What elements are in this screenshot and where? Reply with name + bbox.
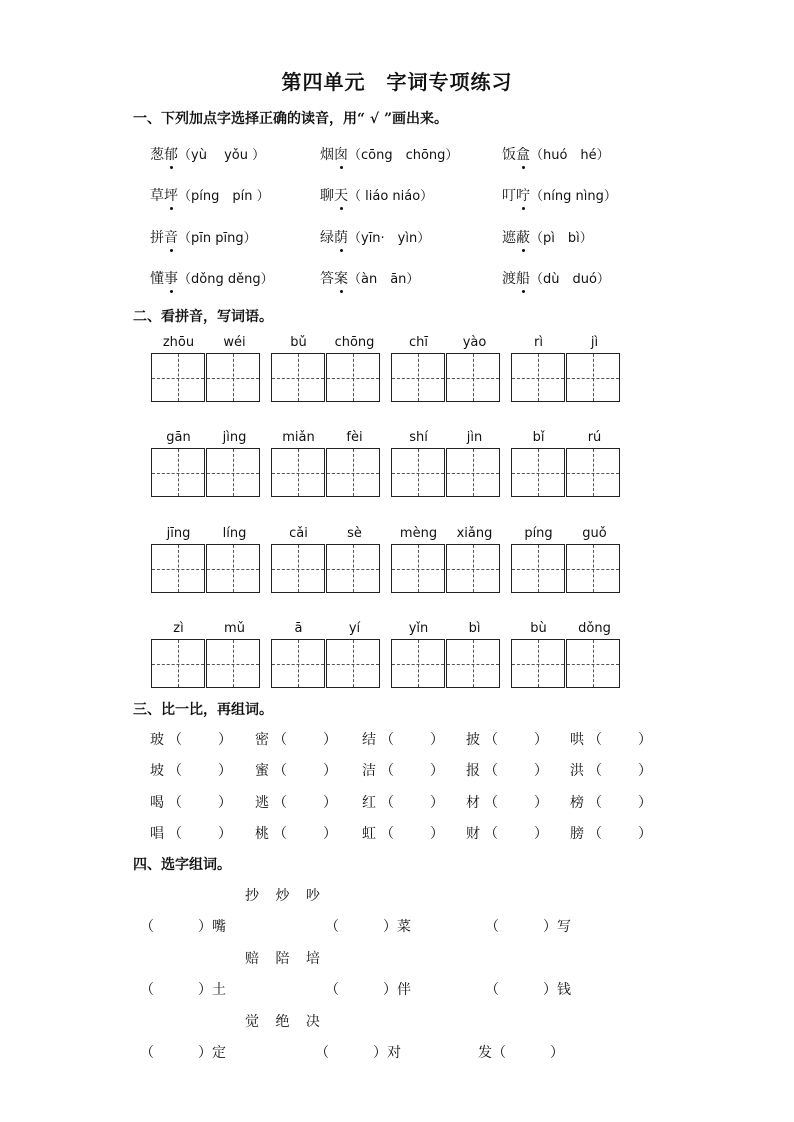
dotted-word: 葱郁 <box>150 147 178 163</box>
compare-item[interactable] <box>570 823 652 843</box>
guide-line-vertical <box>593 640 594 687</box>
pinyin-label: mǔ <box>224 621 245 636</box>
answer-paren-close: ） <box>383 982 397 998</box>
answer-paren-open: （ <box>484 826 498 842</box>
compare-item[interactable] <box>150 792 232 812</box>
compare-item[interactable] <box>466 760 548 780</box>
writing-box[interactable] <box>446 353 500 402</box>
pinyin-label: jìn <box>466 430 483 445</box>
answer-paren-open: （ <box>273 763 287 779</box>
compare-character: 哄 <box>570 732 584 748</box>
pinyin-options[interactable]: （huó hé） <box>530 148 610 163</box>
pinyin-label: bǐ <box>532 430 545 445</box>
pinyin-label: sè <box>347 526 362 541</box>
pinyin-writing-group <box>391 526 502 596</box>
writing-box[interactable] <box>326 544 380 593</box>
compare-item[interactable] <box>362 760 444 780</box>
pinyin-label: chī <box>409 335 428 350</box>
dotted-word: 聊天 <box>320 188 348 204</box>
compare-character: 洪 <box>570 763 584 779</box>
pinyin-label: gān <box>166 430 191 445</box>
answer-paren-open: （ <box>168 763 182 779</box>
answer-paren-close: ） <box>638 732 652 748</box>
pronunciation-item <box>320 227 430 247</box>
answer-paren-close: ） <box>323 795 337 811</box>
answer-paren-close: ） <box>543 982 557 998</box>
writing-box[interactable] <box>271 544 325 593</box>
compare-character: 洁 <box>362 763 376 779</box>
candidate-characters: 抄 炒 吵 <box>245 888 326 904</box>
answer-paren-close: ） <box>218 826 232 842</box>
pinyin-writing-group <box>391 335 502 405</box>
emphasis-dot <box>170 290 173 293</box>
writing-box[interactable] <box>446 544 500 593</box>
compare-character: 密 <box>255 732 269 748</box>
guide-line-vertical <box>298 545 299 592</box>
compare-character: 红 <box>362 795 376 811</box>
pinyin-label: rú <box>587 430 602 445</box>
answer-paren-close: ） <box>323 763 337 779</box>
pinyin-writing-group <box>151 621 262 691</box>
answer-paren-close: ） <box>218 732 232 748</box>
section4-heading: 四、选字组词。 <box>133 857 231 873</box>
answer-paren-close: ） <box>543 919 557 935</box>
guide-line-vertical <box>418 449 419 496</box>
answer-paren-open: （ <box>588 795 602 811</box>
compare-character: 逃 <box>255 795 269 811</box>
dotted-word: 遮蔽 <box>502 230 530 246</box>
dotted-word: 烟囱 <box>320 147 348 163</box>
pronunciation-item <box>150 144 265 164</box>
fill-in-suffix: 钱 <box>557 982 571 998</box>
compare-character: 喝 <box>150 795 164 811</box>
pronunciation-item <box>320 185 433 205</box>
emphasis-dot <box>340 249 343 252</box>
answer-paren-open: （ <box>273 795 287 811</box>
compare-item[interactable] <box>466 729 548 749</box>
compare-item[interactable] <box>255 823 337 843</box>
pinyin-writing-group <box>151 430 262 500</box>
answer-paren-close: ） <box>638 795 652 811</box>
fill-in-item[interactable] <box>478 1042 564 1062</box>
answer-paren-close: ） <box>534 763 548 779</box>
pronunciation-item <box>150 185 270 205</box>
fill-in-item[interactable] <box>140 916 226 936</box>
pinyin-writing-group <box>511 621 622 691</box>
answer-paren-open: （ <box>168 826 182 842</box>
guide-line-vertical <box>473 640 474 687</box>
writing-box[interactable] <box>271 448 325 497</box>
compare-character: 结 <box>362 732 376 748</box>
guide-line-vertical <box>593 449 594 496</box>
pinyin-label: jīng <box>166 526 191 541</box>
pinyin-label: yí <box>348 621 361 636</box>
pronunciation-item <box>502 144 610 164</box>
pinyin-options[interactable]: （àn ān） <box>348 272 420 287</box>
pinyin-label: bù <box>530 621 547 636</box>
answer-paren-close: ） <box>430 732 444 748</box>
pinyin-writing-group <box>511 430 622 500</box>
answer-paren-open: （ <box>588 732 602 748</box>
pinyin-label: líng <box>222 526 247 541</box>
pinyin-label: ā <box>294 621 303 636</box>
writing-box[interactable] <box>151 639 205 688</box>
answer-paren-open: （ <box>140 919 154 935</box>
emphasis-dot <box>170 166 173 169</box>
emphasis-dot <box>522 166 525 169</box>
answer-paren-open: （ <box>485 919 499 935</box>
pinyin-label: fèi <box>346 430 363 445</box>
writing-box[interactable] <box>206 448 260 497</box>
guide-line-vertical <box>473 545 474 592</box>
answer-paren-close: ） <box>218 795 232 811</box>
fill-in-item[interactable] <box>485 916 571 936</box>
fill-in-suffix: 嘴 <box>212 919 226 935</box>
guide-line-vertical <box>353 545 354 592</box>
pinyin-label: rì <box>534 335 543 350</box>
emphasis-dot <box>340 207 343 210</box>
dotted-word: 饭盒 <box>502 147 530 163</box>
guide-line-vertical <box>353 640 354 687</box>
compare-character: 披 <box>466 732 480 748</box>
fill-in-item[interactable] <box>315 1042 401 1062</box>
pinyin-label: zhōu <box>162 335 195 350</box>
answer-paren-close: ） <box>534 732 548 748</box>
fill-in-suffix: 土 <box>212 982 226 998</box>
fill-in-item[interactable] <box>140 979 226 999</box>
compare-character: 唱 <box>150 826 164 842</box>
pronunciation-item <box>320 144 458 164</box>
answer-paren-open: （ <box>484 763 498 779</box>
compare-item[interactable] <box>150 823 232 843</box>
answer-paren-close: ） <box>323 826 337 842</box>
page-title: 第四单元 字词专项练习 <box>281 70 513 94</box>
pinyin-options[interactable]: （yīn· yìn） <box>348 231 431 246</box>
emphasis-dot <box>340 290 343 293</box>
dotted-word: 草坪 <box>150 188 178 204</box>
guide-line-vertical <box>298 640 299 687</box>
pinyin-writing-group <box>271 621 382 691</box>
writing-box[interactable] <box>151 448 205 497</box>
fill-in-suffix: 写 <box>557 919 571 935</box>
pinyin-label: jì <box>590 335 599 350</box>
compare-item[interactable] <box>466 792 548 812</box>
pronunciation-item <box>502 185 617 205</box>
compare-character: 膀 <box>570 826 584 842</box>
answer-paren-open: （ <box>273 732 287 748</box>
compare-item[interactable] <box>570 729 652 749</box>
answer-paren-open: （ <box>140 1045 154 1061</box>
answer-paren-open: （ <box>492 1045 506 1061</box>
guide-line-vertical <box>538 354 539 401</box>
emphasis-dot <box>522 207 525 210</box>
answer-paren-open: （ <box>325 982 339 998</box>
pinyin-writing-group <box>391 621 502 691</box>
writing-box[interactable] <box>566 639 620 688</box>
pinyin-writing-group <box>271 335 382 405</box>
guide-line-vertical <box>538 545 539 592</box>
writing-box[interactable] <box>271 353 325 402</box>
writing-box[interactable] <box>151 544 205 593</box>
fill-in-suffix: 定 <box>212 1045 226 1061</box>
answer-paren-close: ） <box>383 919 397 935</box>
answer-paren-close: ） <box>430 795 444 811</box>
writing-box[interactable] <box>326 353 380 402</box>
guide-line-vertical <box>418 354 419 401</box>
writing-box[interactable] <box>566 448 620 497</box>
dotted-word: 拼音 <box>150 230 178 246</box>
answer-paren-close: ） <box>198 919 212 935</box>
compare-item[interactable] <box>362 729 444 749</box>
answer-paren-close: ） <box>550 1045 564 1061</box>
answer-paren-open: （ <box>168 732 182 748</box>
pinyin-label: shí <box>409 430 428 445</box>
fill-in-item[interactable] <box>325 979 411 999</box>
section1-heading: 一、下列加点字选择正确的读音，用“ √ ”画出来。 <box>133 111 449 127</box>
guide-line-vertical <box>538 449 539 496</box>
writing-box[interactable] <box>271 639 325 688</box>
pinyin-label: yǐn <box>408 621 429 636</box>
answer-paren-close: ） <box>373 1045 387 1061</box>
pinyin-label: bǔ <box>290 335 307 350</box>
writing-box[interactable] <box>391 544 445 593</box>
pinyin-label: xiǎng <box>456 526 493 541</box>
pinyin-options[interactable]: （cōng chōng） <box>348 148 459 163</box>
writing-box[interactable] <box>446 639 500 688</box>
compare-item[interactable] <box>362 823 444 843</box>
pronunciation-item <box>320 268 419 288</box>
guide-line-vertical <box>178 545 179 592</box>
answer-paren-open: （ <box>588 826 602 842</box>
pinyin-options[interactable]: （dǒng děng） <box>178 272 274 287</box>
writing-box[interactable] <box>206 544 260 593</box>
answer-paren-open: （ <box>315 1045 329 1061</box>
emphasis-dot <box>170 249 173 252</box>
compare-character: 材 <box>466 795 480 811</box>
fill-in-item[interactable] <box>325 916 411 936</box>
pinyin-writing-group <box>151 335 262 405</box>
answer-paren-open: （ <box>380 763 394 779</box>
section2-heading: 二、看拼音，写词语。 <box>133 309 273 325</box>
pinyin-options[interactable]: （níng nìng） <box>530 189 617 204</box>
writing-box[interactable] <box>391 448 445 497</box>
answer-paren-open: （ <box>380 732 394 748</box>
section3-heading: 三、比一比，再组词。 <box>133 702 273 718</box>
writing-box[interactable] <box>446 448 500 497</box>
answer-paren-open: （ <box>325 919 339 935</box>
pinyin-label: miǎn <box>282 430 315 445</box>
candidate-characters: 赔 陪 培 <box>245 951 326 967</box>
emphasis-dot <box>522 290 525 293</box>
fill-in-item[interactable] <box>140 1042 226 1062</box>
pinyin-writing-group <box>511 335 622 405</box>
guide-line-vertical <box>233 354 234 401</box>
guide-line-vertical <box>233 449 234 496</box>
pinyin-label: cǎi <box>289 526 308 541</box>
guide-line-vertical <box>233 545 234 592</box>
pinyin-writing-group <box>271 526 382 596</box>
compare-character: 报 <box>466 763 480 779</box>
pronunciation-item <box>502 227 593 247</box>
fill-in-suffix: 发 <box>478 1045 492 1061</box>
writing-box[interactable] <box>566 353 620 402</box>
guide-line-vertical <box>418 640 419 687</box>
guide-line-vertical <box>298 449 299 496</box>
compare-character: 蜜 <box>255 763 269 779</box>
pinyin-options[interactable]: （pīn pīng） <box>178 231 257 246</box>
pinyin-label: bì <box>468 621 481 636</box>
answer-paren-open: （ <box>140 982 154 998</box>
compare-item[interactable] <box>255 792 337 812</box>
emphasis-dot <box>340 166 343 169</box>
pinyin-label: píng <box>524 526 553 541</box>
pronunciation-item <box>150 227 257 247</box>
guide-line-vertical <box>418 545 419 592</box>
compare-item[interactable] <box>150 760 232 780</box>
dotted-word: 渡船 <box>502 271 530 287</box>
writing-box[interactable] <box>326 448 380 497</box>
writing-box[interactable] <box>326 639 380 688</box>
pinyin-label: jìng <box>222 430 247 445</box>
pinyin-options[interactable]: （píng pín ） <box>178 189 270 204</box>
pinyin-label: zì <box>173 621 184 636</box>
answer-paren-open: （ <box>588 763 602 779</box>
pinyin-options[interactable]: （yù yǒu ） <box>178 148 266 163</box>
emphasis-dot <box>170 207 173 210</box>
pinyin-label: mèng <box>399 526 438 541</box>
guide-line-vertical <box>178 640 179 687</box>
answer-paren-open: （ <box>380 795 394 811</box>
compare-item[interactable] <box>150 729 232 749</box>
guide-line-vertical <box>178 449 179 496</box>
answer-paren-close: ） <box>430 763 444 779</box>
answer-paren-open: （ <box>273 826 287 842</box>
dotted-word: 绿荫 <box>320 230 348 246</box>
pinyin-writing-group <box>391 430 502 500</box>
compare-item[interactable] <box>255 729 337 749</box>
pinyin-writing-group <box>511 526 622 596</box>
pronunciation-item <box>502 268 610 288</box>
answer-paren-close: ） <box>198 982 212 998</box>
guide-line-vertical <box>353 354 354 401</box>
guide-line-vertical <box>473 449 474 496</box>
answer-paren-close: ） <box>323 732 337 748</box>
fill-in-item[interactable] <box>485 979 571 999</box>
writing-box[interactable] <box>151 353 205 402</box>
dotted-word: 答案 <box>320 271 348 287</box>
guide-line-vertical <box>178 354 179 401</box>
compare-character: 玻 <box>150 732 164 748</box>
pinyin-writing-group <box>271 430 382 500</box>
guide-line-vertical <box>538 640 539 687</box>
writing-box[interactable] <box>511 353 565 402</box>
guide-line-vertical <box>593 545 594 592</box>
answer-paren-close: ） <box>638 826 652 842</box>
answer-paren-close: ） <box>430 826 444 842</box>
guide-line-vertical <box>233 640 234 687</box>
compare-character: 财 <box>466 826 480 842</box>
pinyin-options[interactable]: （ liáo niáo） <box>348 189 434 204</box>
pinyin-label: dǒng <box>578 621 611 636</box>
compare-item[interactable] <box>570 760 652 780</box>
writing-box[interactable] <box>206 353 260 402</box>
writing-box[interactable] <box>511 639 565 688</box>
guide-line-vertical <box>353 449 354 496</box>
guide-line-vertical <box>593 354 594 401</box>
answer-paren-open: （ <box>484 732 498 748</box>
pinyin-label: wéi <box>223 335 246 350</box>
writing-box[interactable] <box>511 448 565 497</box>
answer-paren-open: （ <box>380 826 394 842</box>
answer-paren-open: （ <box>484 795 498 811</box>
compare-item[interactable] <box>570 792 652 812</box>
answer-paren-close: ） <box>638 763 652 779</box>
candidate-characters: 觉 绝 决 <box>245 1014 326 1030</box>
pinyin-options[interactable]: （pì bì） <box>530 231 593 246</box>
compare-character: 虹 <box>362 826 376 842</box>
pinyin-options[interactable]: （dù duó） <box>530 272 610 287</box>
dotted-word: 懂事 <box>150 271 178 287</box>
pronunciation-item <box>150 268 274 288</box>
answer-paren-close: ） <box>198 1045 212 1061</box>
pinyin-label: chōng <box>334 335 375 350</box>
guide-line-vertical <box>473 354 474 401</box>
pinyin-label: yào <box>462 335 487 350</box>
compare-character: 坡 <box>150 763 164 779</box>
writing-box[interactable] <box>391 639 445 688</box>
answer-paren-open: （ <box>485 982 499 998</box>
compare-item[interactable] <box>362 792 444 812</box>
compare-item[interactable] <box>255 760 337 780</box>
fill-in-suffix: 菜 <box>397 919 411 935</box>
pinyin-label: guǒ <box>582 526 607 541</box>
guide-line-vertical <box>298 354 299 401</box>
answer-paren-open: （ <box>168 795 182 811</box>
fill-in-suffix: 伴 <box>397 982 411 998</box>
fill-in-suffix: 对 <box>387 1045 401 1061</box>
compare-character: 桃 <box>255 826 269 842</box>
writing-box[interactable] <box>391 353 445 402</box>
dotted-word: 叮咛 <box>502 188 530 204</box>
pinyin-writing-group <box>151 526 262 596</box>
compare-item[interactable] <box>466 823 548 843</box>
answer-paren-close: ） <box>534 795 548 811</box>
answer-paren-close: ） <box>534 826 548 842</box>
writing-box[interactable] <box>511 544 565 593</box>
writing-box[interactable] <box>206 639 260 688</box>
emphasis-dot <box>522 249 525 252</box>
writing-box[interactable] <box>566 544 620 593</box>
compare-character: 榜 <box>570 795 584 811</box>
answer-paren-close: ） <box>218 763 232 779</box>
